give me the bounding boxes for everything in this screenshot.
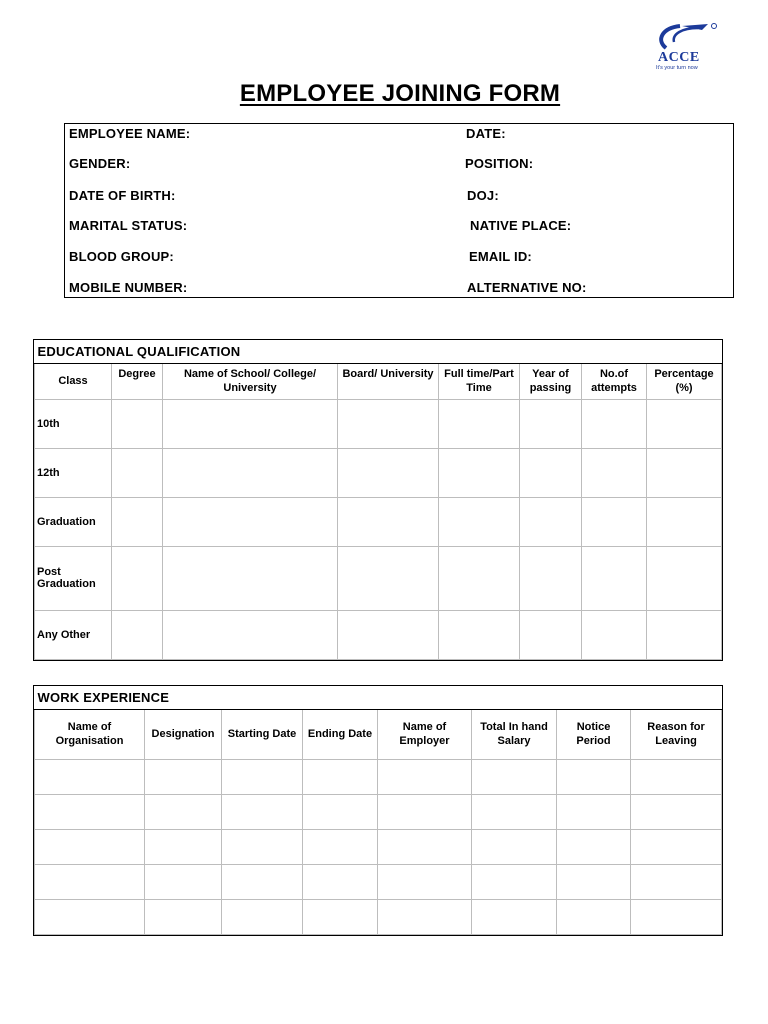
table-cell[interactable]: [631, 794, 722, 829]
table-cell[interactable]: [439, 610, 520, 659]
table-cell[interactable]: [557, 794, 631, 829]
table-cell[interactable]: [557, 759, 631, 794]
table-cell[interactable]: [112, 497, 163, 546]
table-cell[interactable]: [472, 864, 557, 899]
table-cell[interactable]: [557, 899, 631, 934]
work-caption: WORK EXPERIENCE: [35, 686, 722, 709]
employee-details-box: [64, 123, 734, 298]
table-cell[interactable]: [338, 546, 439, 610]
table-cell[interactable]: [112, 448, 163, 497]
table-cell[interactable]: [378, 864, 472, 899]
table-cell[interactable]: [439, 448, 520, 497]
row-label-text: Post Graduation: [37, 566, 96, 590]
table-row: [35, 497, 722, 546]
table-cell[interactable]: [163, 448, 338, 497]
table-cell[interactable]: [145, 794, 222, 829]
table-cell[interactable]: [631, 864, 722, 899]
table-cell[interactable]: [647, 610, 722, 659]
table-cell[interactable]: [557, 864, 631, 899]
table-cell[interactable]: [520, 610, 582, 659]
education-caption: EDUCATIONAL QUALIFICATION: [35, 340, 722, 363]
alternative-no-label: ALTERNATIVE NO:: [467, 280, 587, 295]
table-cell[interactable]: [582, 546, 647, 610]
table-row: [35, 546, 722, 610]
table-cell[interactable]: [631, 759, 722, 794]
table-cell[interactable]: [163, 546, 338, 610]
table-cell[interactable]: [163, 399, 338, 448]
table-cell[interactable]: [163, 610, 338, 659]
position-label: POSITION:: [465, 156, 534, 171]
table-cell[interactable]: [35, 759, 145, 794]
table-cell[interactable]: [222, 899, 303, 934]
date-label: DATE:: [466, 126, 506, 141]
table-cell[interactable]: [520, 497, 582, 546]
native-place-label: NATIVE PLACE:: [470, 218, 572, 233]
table-cell[interactable]: [631, 829, 722, 864]
gender-label: GENDER:: [69, 156, 131, 171]
header-employer: Name of Employer: [378, 709, 472, 759]
work-experience-table: [34, 686, 722, 935]
table-cell[interactable]: [145, 899, 222, 934]
table-cell[interactable]: [582, 448, 647, 497]
header-class: Class: [35, 363, 112, 399]
table-cell[interactable]: [378, 899, 472, 934]
table-cell[interactable]: [647, 399, 722, 448]
header-reason-for-leaving: Reason for Leaving: [631, 709, 722, 759]
education-table: [34, 340, 722, 660]
table-cell[interactable]: [303, 759, 378, 794]
header-salary: Total In hand Salary: [472, 709, 557, 759]
table-cell[interactable]: [472, 759, 557, 794]
table-cell[interactable]: [112, 610, 163, 659]
header-ending-date: Ending Date: [303, 709, 378, 759]
table-cell[interactable]: [35, 899, 145, 934]
header-degree: Degree: [112, 363, 163, 399]
row-label-post-graduation: [35, 546, 112, 610]
table-cell[interactable]: [439, 546, 520, 610]
blood-group-label: BLOOD GROUP:: [69, 249, 174, 264]
header-attempts: No.of attempts: [582, 363, 647, 399]
table-cell[interactable]: [222, 794, 303, 829]
table-cell[interactable]: [647, 497, 722, 546]
table-cell[interactable]: [647, 448, 722, 497]
table-row: [35, 448, 722, 497]
page-title: EMPLOYEE JOINING FORM: [239, 80, 561, 107]
table-cell[interactable]: [163, 497, 338, 546]
table-cell[interactable]: [378, 829, 472, 864]
header-board: Board/ University: [338, 363, 439, 399]
header-percentage: Percentage (%): [647, 363, 722, 399]
table-cell[interactable]: [647, 546, 722, 610]
company-logo: [652, 20, 722, 72]
table-cell[interactable]: [303, 794, 378, 829]
table-row: [35, 794, 722, 829]
row-label-graduation: Graduation: [35, 497, 112, 546]
table-cell[interactable]: [439, 497, 520, 546]
header-starting-date: Starting Date: [222, 709, 303, 759]
table-row: [35, 829, 722, 864]
table-cell[interactable]: [145, 759, 222, 794]
table-cell[interactable]: [112, 399, 163, 448]
table-cell[interactable]: [338, 497, 439, 546]
header-organisation: Name of Organisation: [35, 709, 145, 759]
table-cell[interactable]: [472, 899, 557, 934]
table-cell[interactable]: [303, 829, 378, 864]
table-cell[interactable]: [338, 610, 439, 659]
table-row: [35, 759, 722, 794]
email-id-label: EMAIL ID:: [469, 249, 532, 264]
table-row: [35, 610, 722, 659]
table-cell[interactable]: [472, 829, 557, 864]
table-cell[interactable]: [303, 899, 378, 934]
table-cell[interactable]: [472, 794, 557, 829]
table-cell[interactable]: [439, 399, 520, 448]
table-cell[interactable]: [582, 497, 647, 546]
table-cell[interactable]: [303, 864, 378, 899]
header-designation: Designation: [145, 709, 222, 759]
employee-name-label: EMPLOYEE NAME:: [69, 126, 191, 141]
table-cell[interactable]: [338, 448, 439, 497]
logo-swoosh-icon: [652, 20, 722, 54]
table-cell[interactable]: [145, 864, 222, 899]
table-row: [35, 899, 722, 934]
marital-status-label: MARITAL STATUS:: [69, 218, 188, 233]
header-full-part-time: Full time/Part Time: [439, 363, 520, 399]
logo-wordmark: ACCE: [658, 50, 700, 65]
table-row: [35, 399, 722, 448]
table-cell[interactable]: [557, 829, 631, 864]
table-cell[interactable]: [378, 759, 472, 794]
header-notice-period: Notice Period: [557, 709, 631, 759]
date-of-birth-label: DATE OF BIRTH:: [69, 188, 176, 203]
table-cell[interactable]: [582, 399, 647, 448]
row-label-10th: 10th: [35, 399, 112, 448]
table-cell[interactable]: [222, 829, 303, 864]
table-cell[interactable]: [582, 610, 647, 659]
work-header-row: [35, 709, 722, 759]
header-school: Name of School/ College/ University: [163, 363, 338, 399]
table-cell[interactable]: [520, 448, 582, 497]
table-cell[interactable]: [520, 399, 582, 448]
table-cell[interactable]: [222, 864, 303, 899]
table-cell[interactable]: [35, 864, 145, 899]
doj-label: DOJ:: [467, 188, 499, 203]
header-year-of-passing: Year of passing: [520, 363, 582, 399]
table-cell[interactable]: [338, 399, 439, 448]
education-header-row: [35, 363, 722, 399]
mobile-number-label: MOBILE NUMBER:: [69, 280, 188, 295]
row-label-any-other: Any Other: [35, 610, 112, 659]
table-cell[interactable]: [35, 794, 145, 829]
table-cell[interactable]: [112, 546, 163, 610]
table-cell[interactable]: [378, 794, 472, 829]
table-row: [35, 864, 722, 899]
table-cell[interactable]: [631, 899, 722, 934]
table-cell[interactable]: [520, 546, 582, 610]
row-label-12th: 12th: [35, 448, 112, 497]
table-cell[interactable]: [145, 829, 222, 864]
table-cell[interactable]: [35, 829, 145, 864]
logo-tagline: It's your turn now: [656, 65, 698, 71]
table-cell[interactable]: [222, 759, 303, 794]
